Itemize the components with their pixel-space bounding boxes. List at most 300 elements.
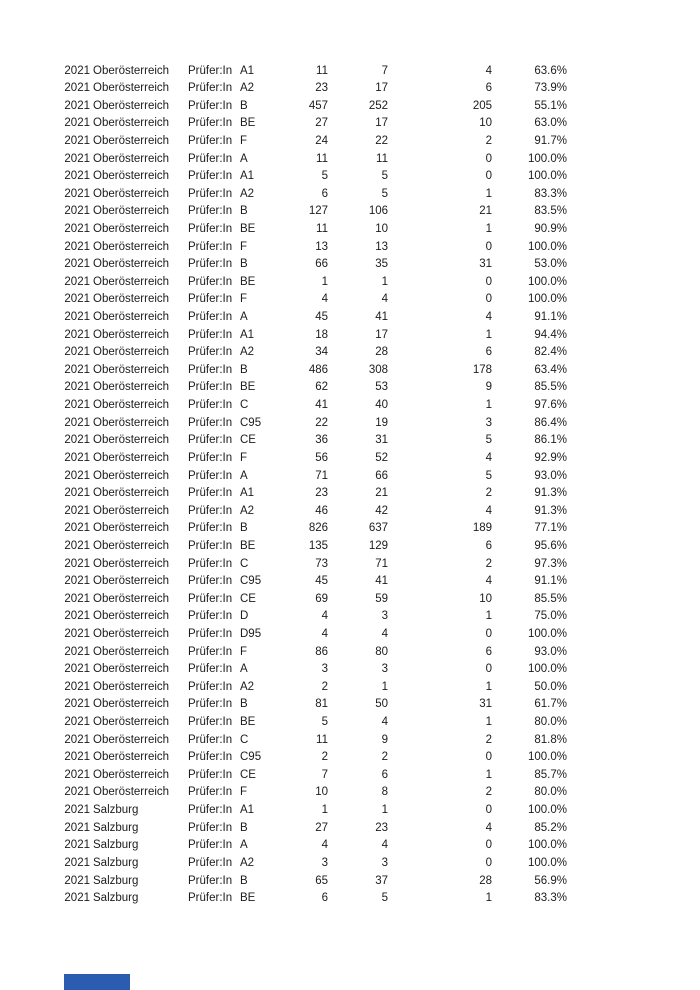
cell-count-2: 1 (381, 804, 388, 817)
cell-count-1: 4 (321, 293, 328, 306)
cell-year: 2021 (64, 434, 90, 447)
cell-count-3: 0 (485, 751, 492, 764)
cell-count-1: 127 (308, 205, 328, 218)
cell-count-1: 36 (315, 434, 328, 447)
table-row (0, 749, 700, 767)
cell-role: Prüfer:In (188, 751, 233, 764)
cell-role: Prüfer:In (188, 328, 233, 341)
cell-count-2: 1 (381, 680, 388, 693)
cell-region: Oberösterreich (93, 258, 170, 271)
cell-category: B (240, 363, 248, 376)
cell-count-1: 23 (315, 82, 328, 95)
cell-region: Salzburg (93, 874, 139, 887)
cell-count-2: 28 (375, 346, 388, 359)
cell-role: Prüfer:In (188, 187, 233, 200)
table-row (0, 397, 700, 415)
cell-count-2: 31 (375, 434, 388, 447)
table-row (0, 503, 700, 521)
cell-year: 2021 (64, 311, 90, 324)
cell-count-1: 22 (315, 416, 328, 429)
cell-year: 2021 (64, 557, 90, 570)
table-row (0, 644, 700, 662)
cell-count-3: 205 (472, 99, 492, 112)
cell-percentage: 85.2% (534, 821, 567, 834)
cell-year: 2021 (64, 804, 90, 817)
cell-count-1: 6 (321, 187, 328, 200)
cell-percentage: 100.0% (527, 240, 567, 253)
cell-category: A (240, 469, 248, 482)
cell-percentage: 83.3% (534, 187, 567, 200)
cell-region: Oberösterreich (93, 751, 170, 764)
cell-role: Prüfer:In (188, 733, 233, 746)
cell-year: 2021 (64, 592, 90, 605)
cell-category: BE (240, 892, 256, 905)
cell-role: Prüfer:In (188, 504, 233, 517)
cell-count-3: 6 (485, 645, 492, 658)
cell-category: F (240, 134, 248, 147)
cell-count-2: 35 (375, 258, 388, 271)
cell-year: 2021 (64, 487, 90, 500)
cell-count-1: 34 (315, 346, 328, 359)
cell-percentage: 100.0% (527, 628, 567, 640)
cell-count-2: 41 (375, 311, 388, 324)
cell-region: Salzburg (93, 856, 139, 869)
cell-category: BE (240, 275, 256, 288)
table-row (0, 520, 700, 538)
cell-year: 2021 (64, 680, 90, 693)
cell-count-1: 86 (315, 645, 328, 658)
cell-count-2: 17 (375, 328, 388, 341)
cell-region: Oberösterreich (93, 610, 170, 623)
cell-percentage: 85.5% (534, 381, 567, 394)
cell-count-1: 11 (316, 733, 328, 746)
cell-count-3: 4 (485, 821, 492, 834)
cell-region: Oberösterreich (93, 451, 170, 464)
cell-role: Prüfer:In (188, 82, 233, 95)
cell-percentage: 91.1% (534, 311, 567, 324)
cell-count-1: 11 (316, 152, 328, 165)
cell-region: Oberösterreich (93, 522, 170, 535)
cell-category: C (240, 399, 249, 412)
cell-year: 2021 (64, 187, 90, 200)
cell-year: 2021 (64, 275, 90, 288)
cell-category: A (240, 663, 248, 676)
cell-year: 2021 (64, 363, 90, 376)
cell-role: Prüfer:In (188, 856, 233, 869)
cell-count-1: 3 (321, 856, 328, 869)
cell-category: CE (240, 592, 256, 605)
cell-region: Oberösterreich (93, 205, 170, 218)
cell-count-3: 6 (485, 346, 492, 359)
cell-count-2: 37 (375, 874, 388, 887)
cell-count-1: 826 (308, 522, 328, 535)
cell-count-2: 23 (375, 821, 388, 834)
cell-role: Prüfer:In (188, 381, 233, 394)
table-row (0, 239, 700, 257)
cell-region: Oberösterreich (93, 487, 170, 500)
cell-category: A (240, 311, 248, 324)
cell-role: Prüfer:In (188, 592, 233, 605)
cell-role: Prüfer:In (188, 363, 233, 376)
table-row (0, 556, 700, 574)
cell-region: Oberösterreich (93, 539, 170, 552)
cell-count-2: 17 (375, 117, 388, 130)
cell-region: Salzburg (93, 804, 139, 817)
cell-year: 2021 (64, 170, 90, 183)
cell-region: Oberösterreich (93, 434, 170, 447)
cell-count-3: 10 (479, 117, 492, 130)
table-row (0, 186, 700, 204)
cell-role: Prüfer:In (188, 680, 233, 693)
cell-count-1: 81 (315, 698, 328, 711)
cell-region: Oberösterreich (93, 698, 170, 711)
cell-count-2: 3 (381, 856, 388, 869)
cell-count-3: 10 (479, 592, 492, 605)
cell-category: BE (240, 117, 256, 130)
cell-region: Oberösterreich (93, 275, 170, 288)
cell-role: Prüfer:In (188, 610, 233, 623)
cell-count-1: 73 (315, 557, 328, 570)
cell-region: Oberösterreich (93, 663, 170, 676)
cell-count-3: 5 (485, 469, 492, 482)
cell-category: B (240, 205, 248, 218)
cell-count-2: 6 (381, 768, 388, 781)
cell-region: Oberösterreich (93, 680, 170, 693)
cell-count-1: 27 (315, 821, 328, 834)
cell-count-2: 50 (375, 698, 388, 711)
cell-count-2: 7 (381, 64, 388, 77)
cell-percentage: 90.9% (534, 222, 567, 235)
cell-count-2: 252 (368, 99, 388, 112)
cell-year: 2021 (64, 839, 90, 852)
cell-role: Prüfer:In (188, 539, 233, 552)
cell-year: 2021 (64, 134, 90, 147)
table-row (0, 168, 700, 186)
cell-percentage: 82.4% (534, 346, 567, 359)
cell-role: Prüfer:In (188, 786, 233, 799)
cell-role: Prüfer:In (188, 663, 233, 676)
cell-year: 2021 (64, 240, 90, 253)
cell-year: 2021 (64, 416, 90, 429)
cell-count-3: 0 (485, 170, 492, 183)
cell-role: Prüfer:In (188, 293, 233, 306)
cell-count-3: 2 (485, 134, 492, 147)
cell-region: Oberösterreich (93, 592, 170, 605)
cell-year: 2021 (64, 451, 90, 464)
cell-percentage: 85.5% (534, 592, 567, 605)
table-row (0, 767, 700, 785)
cell-role: Prüfer:In (188, 170, 233, 183)
cell-count-2: 129 (368, 539, 388, 552)
table-row (0, 732, 700, 750)
cell-year: 2021 (64, 381, 90, 394)
cell-region: Oberösterreich (93, 346, 170, 359)
cell-region: Oberösterreich (93, 99, 170, 112)
table-row (0, 327, 700, 345)
cell-role: Prüfer:In (188, 557, 233, 570)
cell-count-3: 0 (485, 663, 492, 676)
cell-percentage: 100.0% (527, 293, 567, 306)
cell-count-3: 1 (485, 716, 492, 729)
cell-category: BE (240, 222, 256, 235)
cell-count-1: 3 (321, 663, 328, 676)
cell-role: Prüfer:In (188, 134, 233, 147)
cell-percentage: 97.6% (534, 399, 567, 412)
cell-year: 2021 (64, 663, 90, 676)
cell-year: 2021 (64, 821, 90, 834)
cell-count-2: 637 (368, 522, 388, 535)
cell-percentage: 97.3% (534, 557, 567, 570)
cell-region: Oberösterreich (93, 399, 170, 412)
cell-count-3: 3 (485, 416, 492, 429)
cell-region: Oberösterreich (93, 82, 170, 95)
cell-region: Salzburg (93, 821, 139, 834)
cell-category: F (240, 786, 248, 799)
cell-category: BE (240, 716, 256, 729)
cell-count-2: 3 (381, 663, 388, 676)
cell-count-1: 486 (308, 363, 328, 376)
cell-count-1: 46 (315, 504, 328, 517)
cell-count-3: 9 (485, 381, 492, 394)
cell-count-3: 4 (485, 451, 492, 464)
cell-year: 2021 (64, 522, 90, 535)
cell-category: B (240, 698, 248, 711)
cell-count-3: 0 (485, 152, 492, 165)
table-row (0, 80, 700, 98)
cell-count-2: 19 (375, 416, 388, 429)
cell-count-1: 11 (316, 64, 328, 77)
cell-count-1: 4 (321, 839, 328, 852)
cell-region: Oberösterreich (93, 328, 170, 341)
cell-percentage: 100.0% (527, 275, 567, 288)
cell-percentage: 91.3% (534, 504, 567, 517)
cell-region: Oberösterreich (93, 575, 170, 588)
cell-region: Oberösterreich (93, 557, 170, 570)
cell-percentage: 61.7% (534, 698, 567, 711)
cell-role: Prüfer:In (188, 522, 233, 535)
cell-count-3: 5 (485, 434, 492, 447)
cell-year: 2021 (64, 628, 90, 640)
cell-count-2: 71 (375, 557, 388, 570)
cell-role: Prüfer:In (188, 399, 233, 412)
table-row (0, 485, 700, 503)
cell-region: Oberösterreich (93, 170, 170, 183)
cell-count-3: 1 (485, 892, 492, 905)
cell-count-2: 9 (381, 733, 388, 746)
cell-region: Oberösterreich (93, 240, 170, 253)
cell-role: Prüfer:In (188, 240, 233, 253)
cell-count-1: 5 (321, 170, 328, 183)
table-row (0, 344, 700, 362)
cell-region: Oberösterreich (93, 628, 170, 640)
cell-region: Oberösterreich (93, 733, 170, 746)
cell-percentage: 63.0% (534, 117, 567, 130)
cell-count-3: 2 (485, 786, 492, 799)
cell-count-2: 308 (368, 363, 388, 376)
cell-count-2: 11 (376, 152, 388, 165)
cell-year: 2021 (64, 874, 90, 887)
table-row (0, 538, 700, 556)
table-row (0, 256, 700, 274)
cell-category: BE (240, 381, 256, 394)
cell-category: A1 (240, 328, 255, 341)
cell-count-2: 13 (375, 240, 388, 253)
cell-percentage: 83.3% (534, 892, 567, 905)
cell-category: A (240, 152, 248, 165)
cell-year: 2021 (64, 346, 90, 359)
cell-percentage: 100.0% (527, 804, 567, 817)
cell-count-2: 4 (381, 716, 388, 729)
cell-count-1: 45 (315, 311, 328, 324)
cell-year: 2021 (64, 733, 90, 746)
table-row (0, 714, 700, 732)
table-row (0, 608, 700, 626)
cell-year: 2021 (64, 768, 90, 781)
cell-category: F (240, 451, 248, 464)
cell-category: B (240, 874, 248, 887)
cell-region: Oberösterreich (93, 504, 170, 517)
cell-percentage: 92.9% (534, 451, 567, 464)
cell-role: Prüfer:In (188, 117, 233, 130)
cell-percentage: 86.1% (534, 434, 567, 447)
cell-count-3: 6 (485, 539, 492, 552)
table-row (0, 274, 700, 292)
cell-role: Prüfer:In (188, 469, 233, 482)
cell-category: B (240, 99, 248, 112)
table-row (0, 291, 700, 309)
cell-category: BE (240, 539, 256, 552)
cell-role: Prüfer:In (188, 275, 233, 288)
cell-category: A2 (240, 82, 255, 95)
bottom-blue-fragment (64, 974, 130, 990)
cell-year: 2021 (64, 152, 90, 165)
table-row (0, 784, 700, 802)
cell-percentage: 93.0% (534, 645, 567, 658)
cell-region: Oberösterreich (93, 716, 170, 729)
cell-region: Oberösterreich (93, 134, 170, 147)
cell-region: Salzburg (93, 839, 139, 852)
cell-count-3: 0 (485, 856, 492, 869)
cell-count-1: 41 (315, 399, 328, 412)
cell-region: Oberösterreich (93, 469, 170, 482)
cell-category: A1 (240, 804, 255, 817)
cell-role: Prüfer:In (188, 64, 233, 77)
cell-count-3: 1 (485, 222, 492, 235)
cell-count-2: 42 (375, 504, 388, 517)
cell-percentage: 86.4% (534, 416, 567, 429)
cell-count-2: 21 (375, 487, 388, 500)
cell-percentage: 100.0% (527, 839, 567, 852)
cell-role: Prüfer:In (188, 716, 233, 729)
cell-count-2: 41 (375, 575, 388, 588)
cell-count-1: 11 (316, 222, 328, 235)
cell-year: 2021 (64, 258, 90, 271)
cell-percentage: 80.0% (534, 716, 567, 729)
cell-region: Oberösterreich (93, 416, 170, 429)
table-row (0, 468, 700, 486)
cell-count-3: 1 (485, 768, 492, 781)
cell-percentage: 77.1% (534, 522, 567, 535)
cell-count-3: 1 (485, 680, 492, 693)
cell-count-1: 6 (321, 892, 328, 905)
cell-count-3: 31 (479, 698, 492, 711)
cell-count-2: 17 (375, 82, 388, 95)
cell-count-1: 10 (315, 786, 328, 799)
cell-category: A2 (240, 187, 255, 200)
cell-count-2: 3 (381, 610, 388, 623)
cell-region: Oberösterreich (93, 64, 170, 77)
cell-count-2: 5 (381, 187, 388, 200)
cell-count-2: 8 (381, 786, 388, 799)
cell-role: Prüfer:In (188, 628, 233, 640)
table-row (0, 591, 700, 609)
cell-count-2: 80 (375, 645, 388, 658)
cell-role: Prüfer:In (188, 416, 233, 429)
cell-count-3: 6 (485, 82, 492, 95)
cell-role: Prüfer:In (188, 804, 233, 817)
cell-region: Salzburg (93, 892, 139, 905)
cell-year: 2021 (64, 117, 90, 130)
cell-count-1: 45 (315, 575, 328, 588)
cell-role: Prüfer:In (188, 821, 233, 834)
cell-percentage: 81.8% (534, 733, 567, 746)
cell-category: F (240, 240, 248, 253)
cell-percentage: 63.4% (534, 363, 567, 376)
cell-year: 2021 (64, 610, 90, 623)
cell-count-3: 4 (485, 311, 492, 324)
cell-count-3: 178 (472, 363, 492, 376)
cell-count-2: 4 (381, 293, 388, 306)
cell-count-1: 23 (315, 487, 328, 500)
cell-year: 2021 (64, 205, 90, 218)
cell-percentage: 93.0% (534, 469, 567, 482)
cell-count-3: 4 (485, 575, 492, 588)
cell-percentage: 85.7% (534, 768, 567, 781)
cell-count-1: 13 (315, 240, 328, 253)
cell-category: A (240, 839, 248, 852)
cell-region: Oberösterreich (93, 152, 170, 165)
cell-count-1: 4 (321, 610, 328, 623)
table-row (0, 309, 700, 327)
table-row (0, 203, 700, 221)
cell-role: Prüfer:In (188, 645, 233, 658)
cell-role: Prüfer:In (188, 434, 233, 447)
cell-count-1: 1 (321, 275, 328, 288)
cell-percentage: 55.1% (534, 99, 567, 112)
cell-percentage: 91.1% (534, 575, 567, 588)
cell-percentage: 63.6% (534, 64, 567, 77)
cell-count-2: 2 (381, 751, 388, 764)
cell-year: 2021 (64, 328, 90, 341)
cell-percentage: 91.7% (534, 134, 567, 147)
cell-year: 2021 (64, 716, 90, 729)
cell-category: F (240, 293, 248, 306)
cell-percentage: 56.9% (534, 874, 567, 887)
cell-count-1: 24 (315, 134, 328, 147)
cell-count-3: 0 (485, 628, 492, 640)
cell-category: D95 (240, 628, 262, 640)
cell-percentage: 80.0% (534, 786, 567, 799)
cell-category: C95 (240, 751, 262, 764)
cell-year: 2021 (64, 64, 90, 77)
cell-region: Oberösterreich (93, 293, 170, 306)
cell-count-1: 1 (321, 804, 328, 817)
cell-percentage: 100.0% (527, 170, 567, 183)
cell-role: Prüfer:In (188, 575, 233, 588)
table-row (0, 661, 700, 679)
cell-region: Oberösterreich (93, 311, 170, 324)
cell-count-1: 62 (315, 381, 328, 394)
